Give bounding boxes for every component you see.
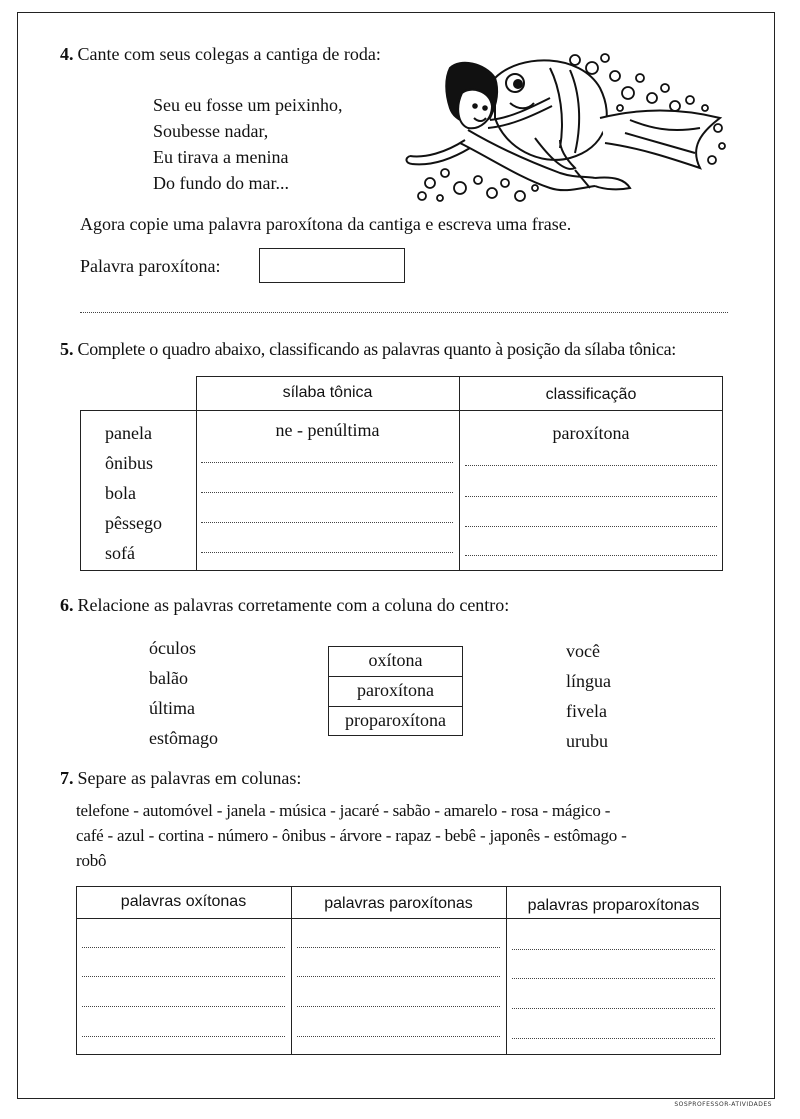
question-instruction: Agora copie uma palavra paroxítona da cantiga e escreva uma frase.: [80, 214, 572, 234]
answer-line[interactable]: [465, 496, 717, 497]
answer-line[interactable]: [465, 555, 717, 556]
question-prompt: Separe as palavras em colunas:: [77, 768, 302, 788]
list-item: você: [566, 641, 600, 661]
divider: [328, 676, 463, 677]
list-item: estômago: [149, 728, 218, 748]
field-label: Palavra paroxítona:: [80, 256, 221, 276]
answer-line[interactable]: [512, 1008, 715, 1009]
answer-line[interactable]: [82, 976, 285, 977]
question-7-header: [60, 768, 301, 789]
answer-line[interactable]: [80, 312, 728, 313]
answer-line[interactable]: [82, 1036, 285, 1037]
list-item: língua: [566, 671, 611, 691]
list-item: sofá: [105, 543, 135, 563]
list-item: pêssego: [105, 513, 162, 533]
song-line: Do fundo do mar...: [153, 173, 289, 193]
question-number: 7.: [60, 768, 74, 788]
example-classification: paroxítona: [552, 423, 630, 443]
header-divider: [76, 918, 721, 919]
question-4-header: [60, 44, 381, 65]
word-bank-line: café - azul - cortina - número - ônibus - árvore - rapaz - bebê - japonês - estômago -: [76, 826, 627, 845]
list-item: fivela: [566, 701, 607, 721]
option-proparoxitona[interactable]: proparoxítona: [345, 710, 446, 730]
right-word-column: [566, 636, 611, 756]
word-bank-line: telefone - automóvel - janela - música - jacaré - sabão - amarelo - rosa - mágico -: [76, 801, 611, 820]
question-prompt: Complete o quadro abaixo, classificando as palavras quanto à posição da sílaba tônica:: [77, 339, 676, 359]
word-bank-line: robô: [76, 851, 107, 870]
answer-line[interactable]: [201, 522, 453, 523]
answer-line[interactable]: [297, 976, 500, 977]
table-header: palavras oxítonas: [120, 893, 247, 910]
song-lyrics: [153, 92, 342, 196]
song-line: Eu tirava a menina: [153, 147, 289, 167]
question-5-header: [60, 339, 676, 360]
answer-line[interactable]: [512, 949, 715, 950]
list-item: panela: [105, 423, 152, 443]
answer-line[interactable]: [297, 1036, 500, 1037]
left-word-column: [149, 633, 218, 753]
answer-line[interactable]: [82, 947, 285, 948]
question-number: 4.: [60, 44, 74, 64]
divider: [328, 706, 463, 707]
footer-credit: SOSPROFESSOR-ATIVIDADES: [674, 1101, 772, 1108]
question-number: 6.: [60, 595, 74, 615]
option-paroxitona[interactable]: paroxítona: [357, 680, 434, 700]
question-prompt: Relacione as palavras corretamente com a coluna do centro:: [77, 595, 510, 615]
answer-line[interactable]: [512, 1038, 715, 1039]
table-header: sílaba tônica: [282, 384, 373, 401]
answer-line[interactable]: [201, 462, 453, 463]
answer-line[interactable]: [297, 1006, 500, 1007]
list-item: óculos: [149, 638, 196, 658]
answer-line[interactable]: [201, 552, 453, 553]
answer-box[interactable]: [259, 248, 405, 283]
girl-and-fish-icon: [400, 48, 740, 208]
answer-line[interactable]: [512, 978, 715, 979]
answer-line[interactable]: [465, 465, 717, 466]
example-syllable: ne - penúltima: [275, 420, 380, 440]
list-item: balão: [149, 668, 188, 688]
answer-line[interactable]: [297, 947, 500, 948]
table-header: palavras proparoxítonas: [527, 897, 700, 914]
table-header: palavras paroxítonas: [324, 895, 473, 912]
question-6-header: [60, 595, 509, 616]
option-oxitona[interactable]: oxítona: [368, 650, 423, 670]
list-item: urubu: [566, 731, 608, 751]
list-item: bola: [105, 483, 136, 503]
song-line: Soubesse nadar,: [153, 121, 269, 141]
list-item: última: [149, 698, 195, 718]
answer-line[interactable]: [201, 492, 453, 493]
word-list: [105, 418, 162, 568]
word-bank: [76, 798, 627, 873]
table-header: classificação: [545, 386, 637, 403]
question-prompt: Cante com seus colegas a cantiga de roda:: [77, 44, 381, 64]
list-item: ônibus: [105, 453, 154, 473]
answer-line[interactable]: [82, 1006, 285, 1007]
answer-line[interactable]: [465, 526, 717, 527]
song-line: Seu eu fosse um peixinho,: [153, 95, 343, 115]
question-number: 5.: [60, 339, 74, 359]
